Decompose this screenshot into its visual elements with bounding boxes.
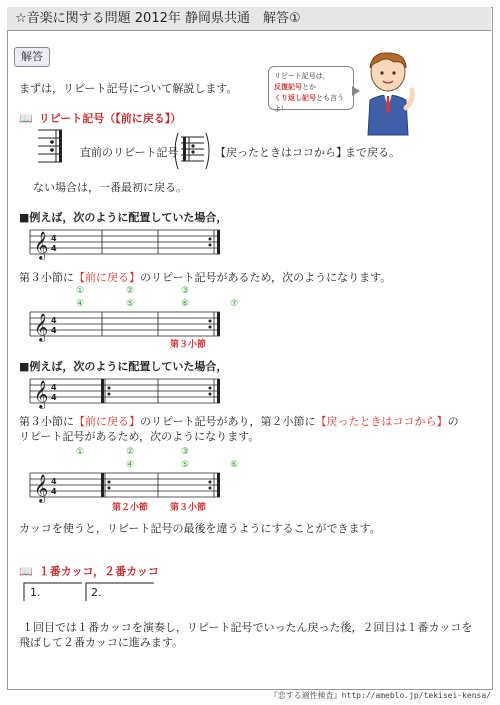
staff-example2	[30, 377, 226, 407]
example2-sentence-2: リピート記号があるため，次のようになります。	[19, 430, 260, 443]
order2-number-6: ⑥	[229, 460, 239, 470]
order-number-7: ⑦	[229, 299, 239, 309]
svg-text:4: 4	[51, 316, 57, 325]
staff-example1-result	[30, 310, 226, 340]
order-number-2: ②	[125, 286, 135, 296]
order2-number-3: ③	[180, 447, 190, 457]
svg-text:4: 4	[51, 244, 57, 253]
footer-credit: 『恋する適性検査』http://ameblo.jp/tekisei-kensa/	[269, 691, 491, 700]
ending-explain-1: １回目では１番カッコを演奏し，リピート記号でいったん戻った後，２回目は１番カッコを	[22, 621, 473, 634]
book-icon: 📖	[19, 112, 33, 125]
svg-text:4: 4	[51, 477, 57, 486]
svg-text:𝄞: 𝄞	[34, 474, 49, 502]
svg-text:4: 4	[51, 393, 57, 402]
svg-text:4: 4	[51, 383, 57, 392]
bar-label-3b: 第３小節	[170, 503, 207, 513]
example2-sentence-1: 第３小節に【前に戻る】のリピート記号があり，第２小節に【戻ったときはココから】の	[19, 415, 459, 428]
kakko-note: カッコを使うと，リピート記号の最後を違うようにすることができます。	[19, 522, 381, 535]
bubble-line-2: 反復記号とか	[274, 83, 316, 91]
svg-text:𝄞: 𝄞	[34, 380, 49, 408]
order2-number-2: ②	[125, 447, 135, 457]
example2-heading: ■例えば，次のように配置していた場合，	[19, 360, 228, 373]
ending-explain-2: 飛ばして２番カッコに進みます。	[19, 636, 184, 649]
order-number-1: ①	[75, 286, 85, 296]
example1-sentence: 第３小節に【前に戻る】のリピート記号があるため，次のようになります。	[19, 271, 392, 284]
bar-label-2: 第２小節	[112, 503, 149, 513]
svg-text:𝄞: 𝄞	[34, 231, 49, 259]
bubble-line-1: リピート記号は，	[274, 72, 330, 80]
example1-heading: ■例えば，次のように配置していた場合，	[19, 211, 228, 224]
order2-number-5: ⑤	[180, 460, 190, 470]
explain-come-back-here: 【戻ったときはココから】	[215, 146, 347, 159]
svg-text:4: 4	[51, 326, 57, 335]
order-number-6: ⑥	[180, 299, 190, 309]
section-repeat-heading: 📖 リピート記号（【前に戻る】）	[19, 112, 182, 125]
repeat-sign-start-symbol	[172, 131, 212, 171]
order-number-5: ⑤	[125, 299, 135, 309]
speech-bubble	[268, 66, 354, 113]
teacher-illustration	[358, 50, 418, 135]
section-ending-heading: 📖 １番カッコ，２番カッコ	[19, 565, 160, 578]
svg-text:𝄞: 𝄞	[34, 313, 49, 341]
bubble-line-3: くり返し記号とも言うよ！	[274, 94, 344, 113]
second-ending-label: 2.	[91, 586, 102, 599]
order-number-3: ③	[180, 286, 190, 296]
bar-label-3: 第３小節	[170, 340, 207, 350]
order2-number-1: ①	[75, 447, 85, 457]
svg-text:4: 4	[51, 234, 57, 243]
staff-example1	[30, 228, 226, 258]
order2-number-4: ④	[125, 460, 135, 470]
first-ending-label: 1.	[30, 586, 41, 599]
answer-badge: 解答	[14, 47, 50, 67]
book-icon: 📖	[19, 565, 33, 578]
order-number-4: ④	[75, 299, 85, 309]
explain-go-back: まで戻る。	[345, 146, 400, 159]
repeat-sign-end-symbol	[38, 128, 68, 164]
intro-text: まずは，リピート記号について解説します。	[19, 82, 238, 95]
explain-prev-repeat: 直前のリピート記号	[80, 146, 179, 159]
svg-text:4: 4	[51, 487, 57, 496]
staff-example2-result	[30, 471, 226, 501]
page-title: ☆音楽に関する問題 2012年 静岡県共通 解答①	[7, 7, 491, 31]
explain-if-none: ない場合は，一番最初に戻る。	[33, 181, 187, 194]
